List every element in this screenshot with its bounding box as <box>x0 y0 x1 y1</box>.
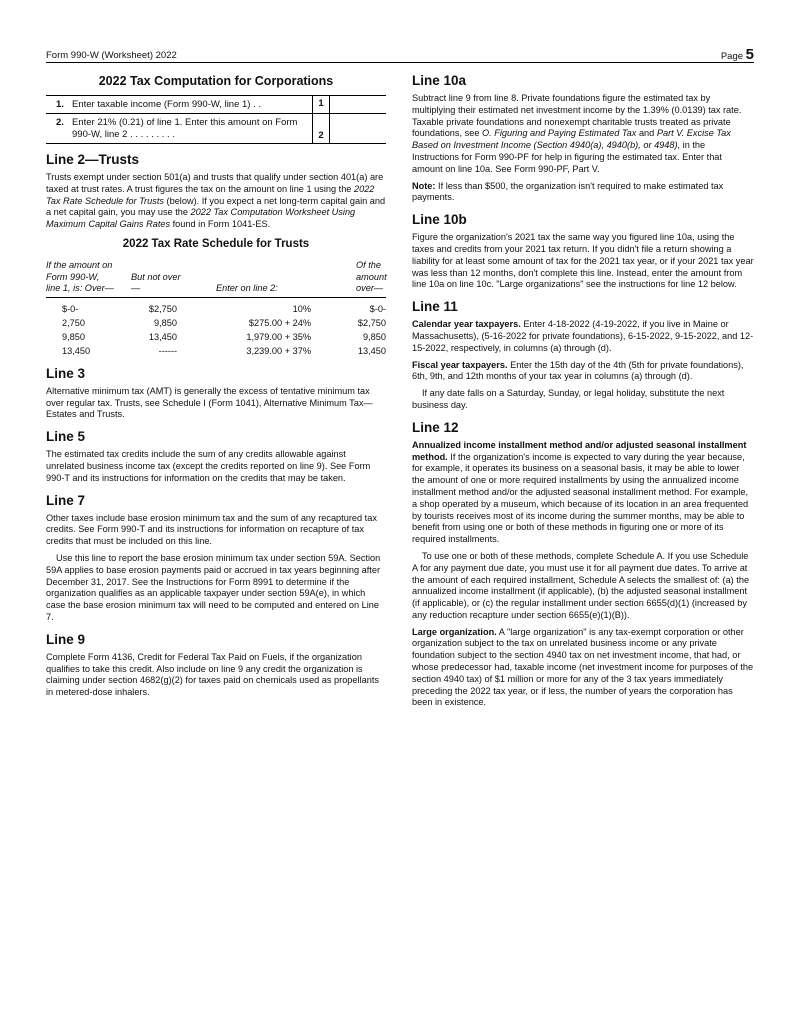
row-number: 1. <box>56 99 64 110</box>
col-header-not-over: But not over— <box>131 271 181 294</box>
line12-schedule-a: To use one or both of these methods, complete Schedule A. If you use Schedule A for any payment due date, you must use it for all payment due dates. To arrive at the amount of each required installment, Schedule A selects the smallest of: (a) the annualized income installment (if applicable), (b) the adjusted seasonal installment (if applicable), or (c) the regular installment under section 6655(d)(1) (increased by any reduction recapture under section 6655(e)(1)(B)). <box>412 550 750 620</box>
line5-heading: Line 5 <box>46 429 86 445</box>
line10b-heading: Line 10b <box>412 212 467 228</box>
header-rule <box>46 62 754 63</box>
line10a-heading: Line 10a <box>412 73 467 88</box>
line-box-label: 1 <box>312 96 330 113</box>
line7-paragraph-1: Other taxes include base erosion minimum tax and the sum of any recaptured tax credits. See Form 990-T and its instructions for information on recapture of tax credits that must be included on this line. <box>46 512 377 547</box>
row-number: 2. <box>56 117 64 128</box>
line-box-label: 2 <box>312 114 330 143</box>
line10a-paragraph: Subtract line 9 from line 8. Private foundations figure the estimated tax by multiplying their estimated net investment income by the 1.39% (0.0139) tax rate. Taxable private foundations and nonexempt charitable trusts treated as private foundations, see O. Figuring and Paying Estimated Tax and Part V. Excise Tax Based on Investment Income (Section 4940(a), 4940(b), or 4948), in the Instructions for Form 990-PF for help in figuring the estimated tax. Enter that amount on line 10a. See Form 990-PF, Part V. <box>412 93 742 174</box>
schedule-row: $-0- $2,750 10% $-0- <box>62 303 386 314</box>
page-word: Page <box>720 51 744 62</box>
line9-heading: Line 9 <box>46 631 86 647</box>
schedule-header <box>46 260 386 298</box>
line-1-entry[interactable] <box>330 96 386 113</box>
form-label: Form 990-W (Worksheet) 2022 <box>46 50 177 61</box>
col-header-of-over: Of the amount over— <box>356 259 387 294</box>
left-column <box>46 70 386 704</box>
line7-paragraph-2: Use this line to report the base erosion minimum tax under section 59A. Section 59A applies to base erosion payments paid or accrued in tax years beginning after December 31, 2017. See the Instructions for Form 8991 to determine if the organization qualifies as an applicable taxpayer under section 59A(e), in which case the base erosion minimum tax will need to be computed and entered on Line 7. <box>46 552 381 622</box>
line11-holiday: If any date falls on a Saturday, Sunday, or legal holiday, substitute the next business day. <box>412 388 725 410</box>
line11-fiscal: Fiscal year taxpayers. Enter the 15th day of the 4th (5th for private foundations), 6th, 9th, and 12th months of your tax year in columns (a) through (d). <box>412 359 744 382</box>
schedule-row: 2,750 9,850 $275.00 + 24% $2,750 <box>62 317 386 328</box>
schedule-title: 2022 Tax Rate Schedule for Trusts <box>122 237 310 250</box>
line11-heading: Line 11 <box>412 299 458 315</box>
page-indicator <box>721 46 754 63</box>
row-text: Enter 21% (0.21) of line 1. Enter this amount on Form 990-W, line 2 . . . . . . . . . <box>72 117 298 140</box>
schedule-row: 9,850 13,450 1,979.00 + 35% 9,850 <box>62 331 386 342</box>
line3-paragraph: Alternative minimum tax (AMT) is generally the excess of tentative minimum tax over regular tax. Trusts, see Schedule I (Form 1041), Alternative Minimum Tax—Estates and Trusts. <box>46 385 373 420</box>
computation-row-2 <box>46 113 386 143</box>
col-header-enter: Enter on line 2: <box>216 283 278 294</box>
col-header-over: If the amount on Form 990-W, line 1, is: Over— <box>46 259 114 294</box>
line2-heading: Line 2—Trusts <box>46 152 140 167</box>
page-number: 5 <box>745 46 754 63</box>
computation-table <box>46 95 386 144</box>
line5-paragraph: The estimated tax credits include the sum of any credits allowable against unrelated business income tax (except the credits reported on line 9). See Form 990-T and its instructions for information on the credits that may be taken. <box>46 449 371 483</box>
row-text: Enter taxable income (Form 990-W, line 1) . . <box>72 99 262 110</box>
line7-heading: Line 7 <box>46 492 86 508</box>
line12-annualized: Annualized income installment method and/or adjusted seasonal installment method. If the organization's income is expected to vary during the year because, for example, it operates its business on a seasonal basis, it may be able to lower the amount of one or more required installments by using the annualized income installment method and/or the adjusted seasonal installment method. For example, a shop operated by a museum, which because of its location in an area frequented by tourists receives most of its income during the summer months, may be able to benefit from using one or both of these methods in figuring one or more of its required installments. <box>412 439 749 545</box>
line9-paragraph: Complete Form 4136, Credit for Federal Tax Paid on Fuels, if the organization qualifies to take this credit. Also include on line 9 any credit the organization is claiming under section 4682(g)(2) for taxes paid on chemicals used as propellants in metered-dose inhalers. <box>46 651 379 698</box>
line11-calendar: Calendar year taxpayers. Enter 4-18-2022 (4-19-2022, if you live in Maine or Massachusetts), (5-16-2022 for private foundations), 6-15-2022, 9-15-2022, and 12-15-2022, respectively, in columns (a) through (d). <box>412 319 754 353</box>
line12-large-org: Large organization. A "large organization" is any tax-exempt corporation or other organization subject to the tax on unrelated business income or any private foundation subject to the section 4940 tax on net investment income, that had, or whose predecessor had, taxable income (net investment income for purposes of the section 4940 tax) of $1 million or more for any of the 3 tax years immediately preceding the 2022 tax year, or if less, the number of years the corporation has been in existence. <box>412 626 754 708</box>
line12-heading: Line 12 <box>412 419 459 435</box>
computation-title: 2022 Tax Computation for Corporations <box>98 74 334 88</box>
line10b-paragraph: Figure the organization's 2021 tax the same way you figured line 10a, using the taxes and credits from your 2021 tax return. If you didn't file a return showing a liability for at least some amount of tax for the 2021 tax year, or if your 2021 tax year was less than 12 months, don't complete this line. Instead, enter the amount from line 10a on line 10c. "Large organizations" see the instructions for line 12 below. <box>412 232 754 290</box>
line10a-note: Note: If less than $500, the organization isn't required to make estimated tax payments. <box>412 180 724 203</box>
line3-heading: Line 3 <box>46 365 86 381</box>
line2-paragraph: Trusts exempt under section 501(a) and trusts that qualify under section 401(a) are taxed at trust rates. A trust figures the tax on the amount on line 1 using the 2022 Tax Rate Schedule for Trusts (below). If you expect a net long-term capital gain and a net capital gain, you may use the 2022 Tax Computation Worksheet Using Maximum Capital Gains Rates found in Form 1041-ES. <box>46 172 386 230</box>
line-2-entry[interactable] <box>330 114 386 143</box>
computation-row-1 <box>46 96 386 113</box>
schedule-row: 13,450 ------ 3,239.00 + 37% 13,450 <box>62 345 386 356</box>
right-column <box>412 70 754 714</box>
